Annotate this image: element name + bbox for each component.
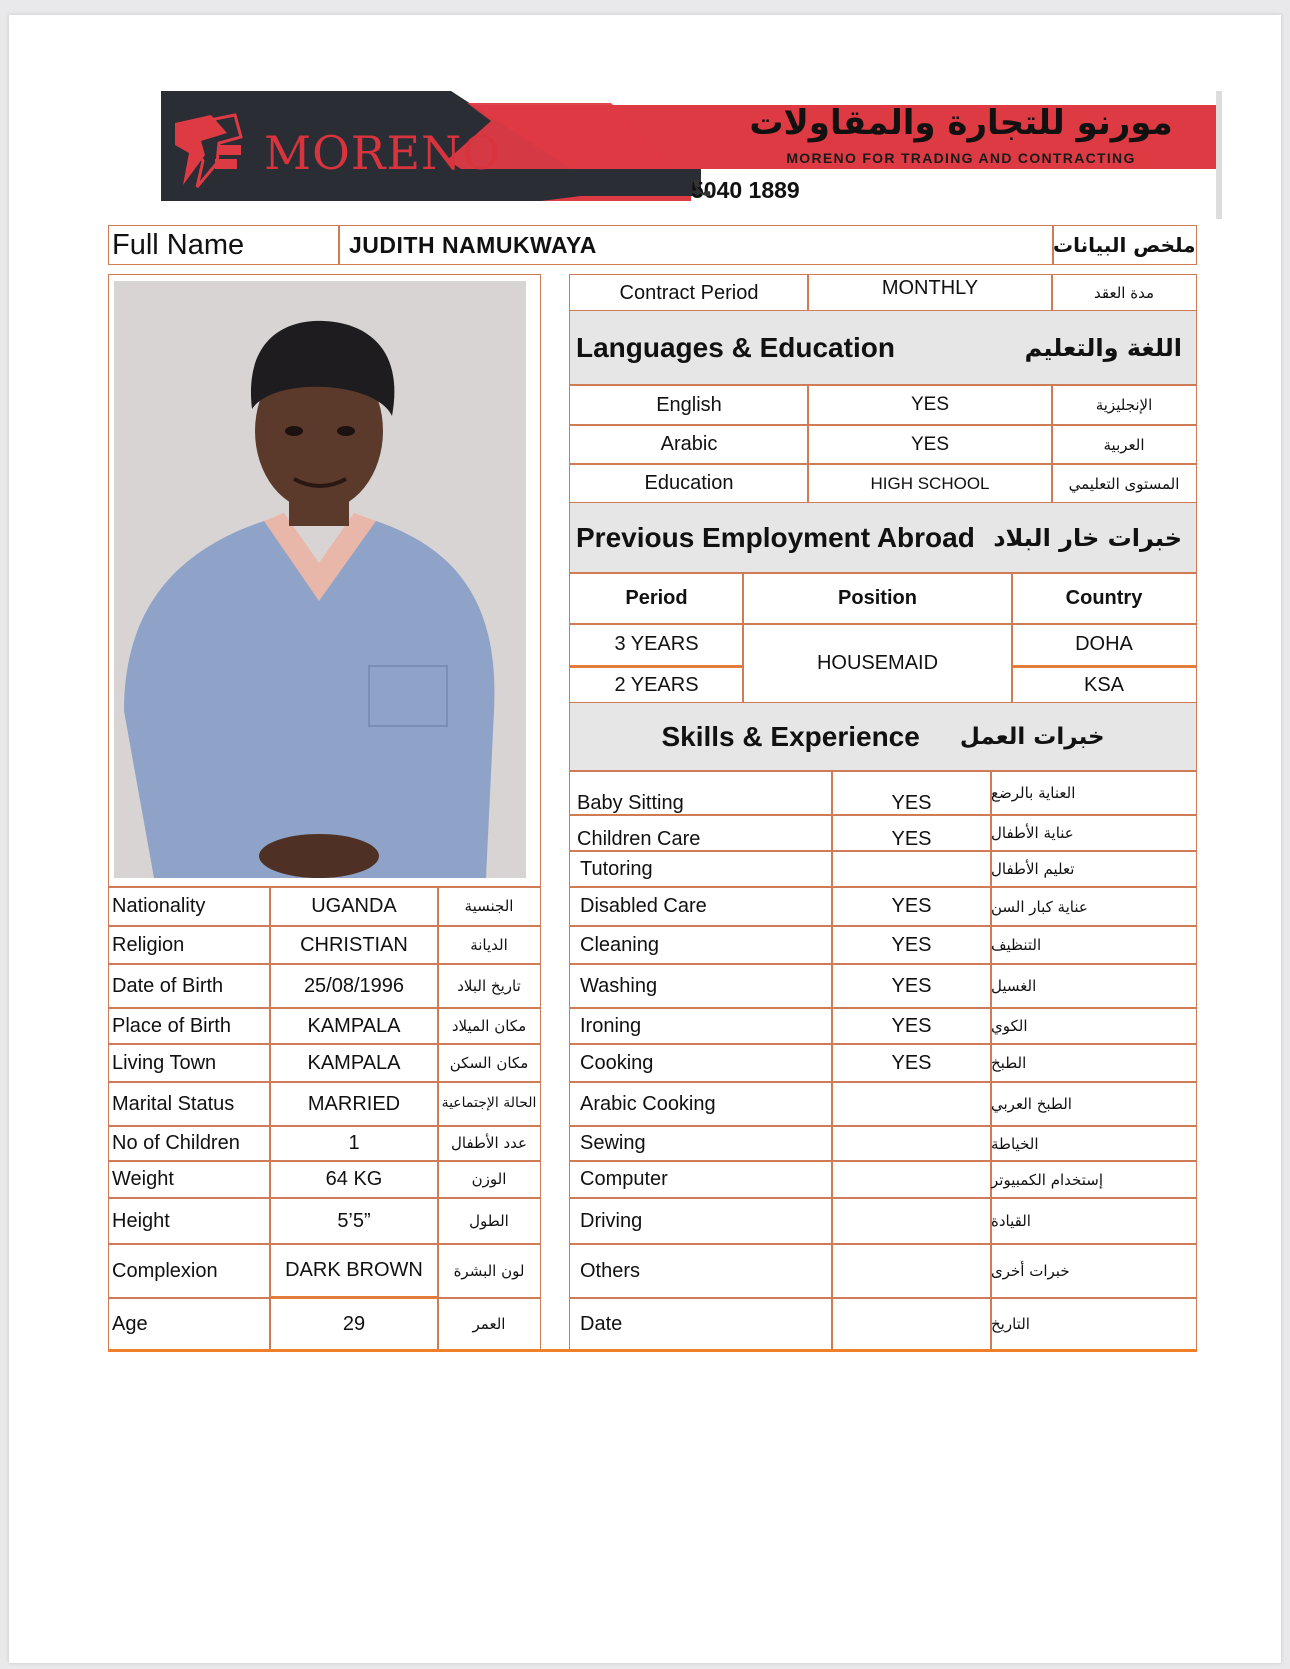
languages-section-header	[569, 310, 1197, 386]
skill-value	[831, 1243, 992, 1299]
personal-value: 29	[269, 1297, 439, 1351]
personal-value: MARRIED	[269, 1081, 439, 1127]
language-label: Arabic	[569, 424, 809, 465]
skill-label: Disabled Care	[569, 886, 833, 927]
skill-value	[831, 1125, 992, 1162]
candidate-photo	[114, 281, 526, 878]
skill-value	[831, 1297, 992, 1351]
personal-label-arabic: عدد الأطفال	[437, 1125, 541, 1162]
skill-label: Cleaning	[569, 925, 833, 965]
skill-label-arabic: عناية كبار السن	[990, 886, 1197, 927]
skill-label: Driving	[569, 1197, 833, 1245]
personal-label: Weight	[108, 1160, 271, 1199]
skill-value	[831, 1197, 992, 1245]
personal-label-arabic: الوزن	[437, 1160, 541, 1199]
personal-label: Nationality	[108, 886, 271, 927]
employment-col-country: Country	[1011, 572, 1197, 625]
personal-value: 64 KG	[269, 1160, 439, 1199]
personal-label: Place of Birth	[108, 1007, 271, 1045]
personal-value: CHRISTIAN	[269, 925, 439, 965]
personal-value: DARK BROWN	[269, 1243, 439, 1299]
skill-label-arabic: الطبخ العربي	[990, 1081, 1197, 1127]
personal-label: No of Children	[108, 1125, 271, 1162]
skill-label: Computer	[569, 1160, 833, 1199]
skill-label-arabic: القيادة	[990, 1197, 1197, 1245]
phone-number	[691, 177, 800, 204]
skill-label-arabic: إستخدام الكمبيوتر	[990, 1160, 1197, 1199]
contract-period-label: Contract Period	[569, 274, 809, 312]
personal-value: 5’5”	[269, 1197, 439, 1245]
personal-label-arabic: الحالة الإجتماعية	[437, 1081, 541, 1127]
full-name-label: Full Name	[108, 225, 340, 265]
skill-label: Ironing	[569, 1007, 833, 1045]
personal-label-arabic: لون البشرة	[437, 1243, 541, 1299]
language-label: Education	[569, 463, 809, 504]
personal-value: KAMPALA	[269, 1007, 439, 1045]
skill-value	[831, 850, 992, 888]
company-name-english: MORENO FOR TRADING AND CONTRACTING	[786, 150, 1136, 166]
personal-label: Height	[108, 1197, 271, 1245]
skills-title: Skills & Experience	[661, 721, 920, 752]
bottom-rule	[108, 1349, 1197, 1352]
language-label-arabic: الإنجليزية	[1051, 384, 1197, 426]
personal-value: KAMPALA	[269, 1043, 439, 1083]
skill-label: Others	[569, 1243, 833, 1299]
personal-value: 1	[269, 1125, 439, 1162]
skills-title-arabic: خبرات العمل	[959, 724, 1105, 750]
personal-label-arabic: تاريخ البلاد	[437, 963, 541, 1009]
personal-label: Living Town	[108, 1043, 271, 1083]
skill-label: Sewing	[569, 1125, 833, 1162]
skill-label: Baby Sitting	[569, 770, 833, 816]
personal-label: Marital Status	[108, 1081, 271, 1127]
company-name-arabic: مورنو للتجارة والمقاولات	[749, 103, 1173, 143]
skill-label-arabic: خبرات أخرى	[990, 1243, 1197, 1299]
employment-country-1: DOHA	[1011, 623, 1197, 668]
skill-value: YES	[831, 963, 992, 1009]
person-portrait-icon	[114, 281, 526, 878]
skill-value	[831, 1081, 992, 1127]
skill-label: Cooking	[569, 1043, 833, 1083]
skill-label: Children Care	[569, 814, 833, 852]
personal-label-arabic: الطول	[437, 1197, 541, 1245]
employment-country-2: KSA	[1011, 666, 1197, 704]
skill-value: YES	[831, 770, 992, 816]
skill-label: Washing	[569, 963, 833, 1009]
personal-label-arabic: العمر	[437, 1297, 541, 1351]
language-label-arabic: المستوى التعليمي	[1051, 463, 1197, 504]
skill-label-arabic: التاريخ	[990, 1297, 1197, 1351]
skills-section-header	[569, 702, 1197, 772]
skill-label-arabic: الغسيل	[990, 963, 1197, 1009]
skill-label-arabic: التنظيف	[990, 925, 1197, 965]
skill-label: Date	[569, 1297, 833, 1351]
skill-label-arabic: الكوي	[990, 1007, 1197, 1045]
language-label: English	[569, 384, 809, 426]
personal-value: UGANDA	[269, 886, 439, 927]
personal-value: 25/08/1996	[269, 963, 439, 1009]
personal-label: Complexion	[108, 1243, 271, 1299]
skill-label-arabic: الطبخ	[990, 1043, 1197, 1083]
skill-value: YES	[831, 1043, 992, 1083]
language-value: YES	[807, 384, 1053, 426]
personal-label-arabic: مكان الميلاد	[437, 1007, 541, 1045]
skill-label-arabic: عناية الأطفال	[990, 814, 1197, 852]
language-value: YES	[807, 424, 1053, 465]
employment-period-2: 2 YEARS	[569, 666, 744, 704]
skill-label: Arabic Cooking	[569, 1081, 833, 1127]
contract-period-arabic: مدة العقد	[1051, 274, 1197, 312]
personal-label-arabic: مكان السكن	[437, 1043, 541, 1083]
employment-section-header	[569, 502, 1197, 574]
skill-label-arabic: تعليم الأطفال	[990, 850, 1197, 888]
company-banner	[161, 91, 1222, 219]
language-value: HIGH SCHOOL	[807, 463, 1053, 504]
skill-value	[831, 1160, 992, 1199]
phone-icon	[691, 177, 713, 199]
employment-position: HOUSEMAID	[742, 623, 1013, 704]
employment-title-arabic: خبرات خار البلاد	[993, 524, 1182, 552]
languages-title: Languages & Education	[576, 332, 895, 363]
skill-label-arabic: العناية بالرضع	[990, 770, 1197, 816]
data-summary-arabic: ملخص البيانات	[1052, 225, 1197, 265]
personal-label-arabic: الديانة	[437, 925, 541, 965]
logo-text: MORENO	[264, 126, 501, 180]
personal-label: Date of Birth	[108, 963, 271, 1009]
skill-value: YES	[831, 925, 992, 965]
skill-value: YES	[831, 1007, 992, 1045]
skill-value: YES	[831, 814, 992, 852]
skill-value: YES	[831, 886, 992, 927]
phone-text: 5040 1889	[691, 177, 800, 203]
full-name-value: JUDITH NAMUKWAYA	[338, 225, 1054, 265]
employment-col-position: Position	[742, 572, 1013, 625]
employment-period-1: 3 YEARS	[569, 623, 744, 668]
skill-label: Tutoring	[569, 850, 833, 888]
personal-label: Religion	[108, 925, 271, 965]
employment-col-period: Period	[569, 572, 744, 625]
skill-label-arabic: الخياطة	[990, 1125, 1197, 1162]
language-label-arabic: العربية	[1051, 424, 1197, 465]
personal-label: Age	[108, 1297, 271, 1351]
languages-title-arabic: اللغة والتعليم	[1024, 334, 1182, 362]
contract-period-value: MONTHLY	[807, 274, 1053, 312]
personal-label-arabic: الجنسية	[437, 886, 541, 927]
employment-title: Previous Employment Abroad	[576, 522, 975, 553]
